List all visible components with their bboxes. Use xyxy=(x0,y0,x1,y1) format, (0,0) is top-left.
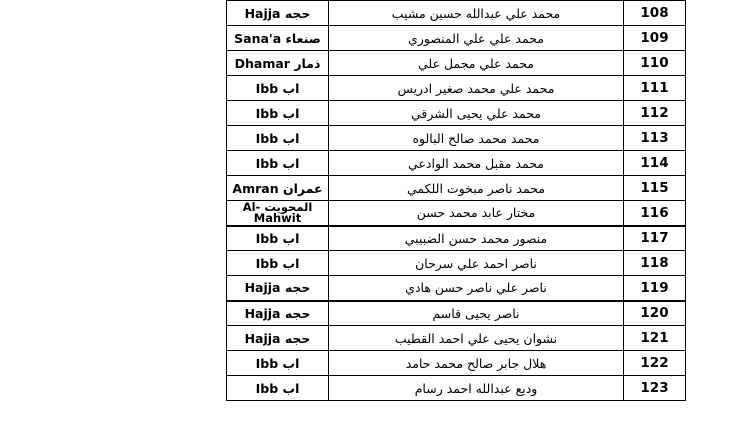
name-cell: مختار عابد محمد حسن xyxy=(329,201,624,226)
number-cell: 123 xyxy=(624,376,686,401)
name-cell: محمد ناصر مبخوت اللكمي xyxy=(329,176,624,201)
number-cell: 121 xyxy=(624,326,686,351)
name-cell: منصور محمد حسن الضبيبي xyxy=(329,226,624,251)
name-cell: محمد علي محمد صغير ادريس xyxy=(329,76,624,101)
name-cell: محمد علي يحيى الشرقي xyxy=(329,101,624,126)
number-cell: 112 xyxy=(624,101,686,126)
table-row xyxy=(227,76,686,101)
governorate-cell: حجه Hajja xyxy=(227,326,329,351)
table-row xyxy=(227,226,686,251)
governorate-cell: اب Ibb xyxy=(227,126,329,151)
table-row xyxy=(227,301,686,326)
governorate-cell: حجه Hajja xyxy=(227,276,329,301)
table-row xyxy=(227,351,686,376)
number-cell: 118 xyxy=(624,251,686,276)
governorate-cell: حجه Hajja xyxy=(227,301,329,326)
governorate-cell: اب Ibb xyxy=(227,226,329,251)
number-cell: 119 xyxy=(624,276,686,301)
name-cell: وديع عبدالله احمد رسام xyxy=(329,376,624,401)
table-row xyxy=(227,126,686,151)
name-cell: محمد علي علي المنصوري xyxy=(329,26,624,51)
name-cell: محمد علي عبدالله حسين مشيب xyxy=(329,1,624,26)
number-cell: 122 xyxy=(624,351,686,376)
governorate-cell: اب Ibb xyxy=(227,151,329,176)
governorate-cell: صنعاء Sana'a xyxy=(227,26,329,51)
table-container xyxy=(226,0,685,401)
number-cell: 114 xyxy=(624,151,686,176)
table-row xyxy=(227,326,686,351)
governorate-cell: اب Ibb xyxy=(227,251,329,276)
number-cell: 108 xyxy=(624,1,686,26)
name-cell: محمد مقبل محمد الوادعي xyxy=(329,151,624,176)
number-cell: 111 xyxy=(624,76,686,101)
number-cell: 113 xyxy=(624,126,686,151)
governorate-cell: عمران Amran xyxy=(227,176,329,201)
number-cell: 117 xyxy=(624,226,686,251)
table-row xyxy=(227,1,686,26)
table-row xyxy=(227,101,686,126)
table-row xyxy=(227,376,686,401)
table-row xyxy=(227,51,686,76)
table-row xyxy=(227,251,686,276)
name-cell: نشوان يحيى علي احمد القطيب xyxy=(329,326,624,351)
name-cell: محمد محمد صالح البالوه xyxy=(329,126,624,151)
number-cell: 116 xyxy=(624,201,686,226)
table-body xyxy=(227,1,686,401)
governorate-cell: اب Ibb xyxy=(227,376,329,401)
table-row xyxy=(227,26,686,51)
governorate-cell: حجه Hajja xyxy=(227,1,329,26)
governorate-cell: اب Ibb xyxy=(227,351,329,376)
name-cell: ناصر يحيى قاسم xyxy=(329,301,624,326)
name-cell: ناصر علي ناصر حسن هادي xyxy=(329,276,624,301)
governorate-cell: المحويت Al-Mahwit xyxy=(227,201,329,226)
name-cell: هلال جابر صالح محمد حامد xyxy=(329,351,624,376)
number-cell: 115 xyxy=(624,176,686,201)
name-cell: محمد علي مجمل علي xyxy=(329,51,624,76)
table-row xyxy=(227,201,686,226)
names-table xyxy=(226,0,686,401)
name-cell: ناصر احمد علي سرحان xyxy=(329,251,624,276)
number-cell: 120 xyxy=(624,301,686,326)
number-cell: 109 xyxy=(624,26,686,51)
governorate-cell: ذمار Dhamar xyxy=(227,51,329,76)
governorate-cell: اب Ibb xyxy=(227,101,329,126)
table-row xyxy=(227,276,686,301)
number-cell: 110 xyxy=(624,51,686,76)
table-row xyxy=(227,176,686,201)
governorate-cell: اب Ibb xyxy=(227,76,329,101)
table-row xyxy=(227,151,686,176)
